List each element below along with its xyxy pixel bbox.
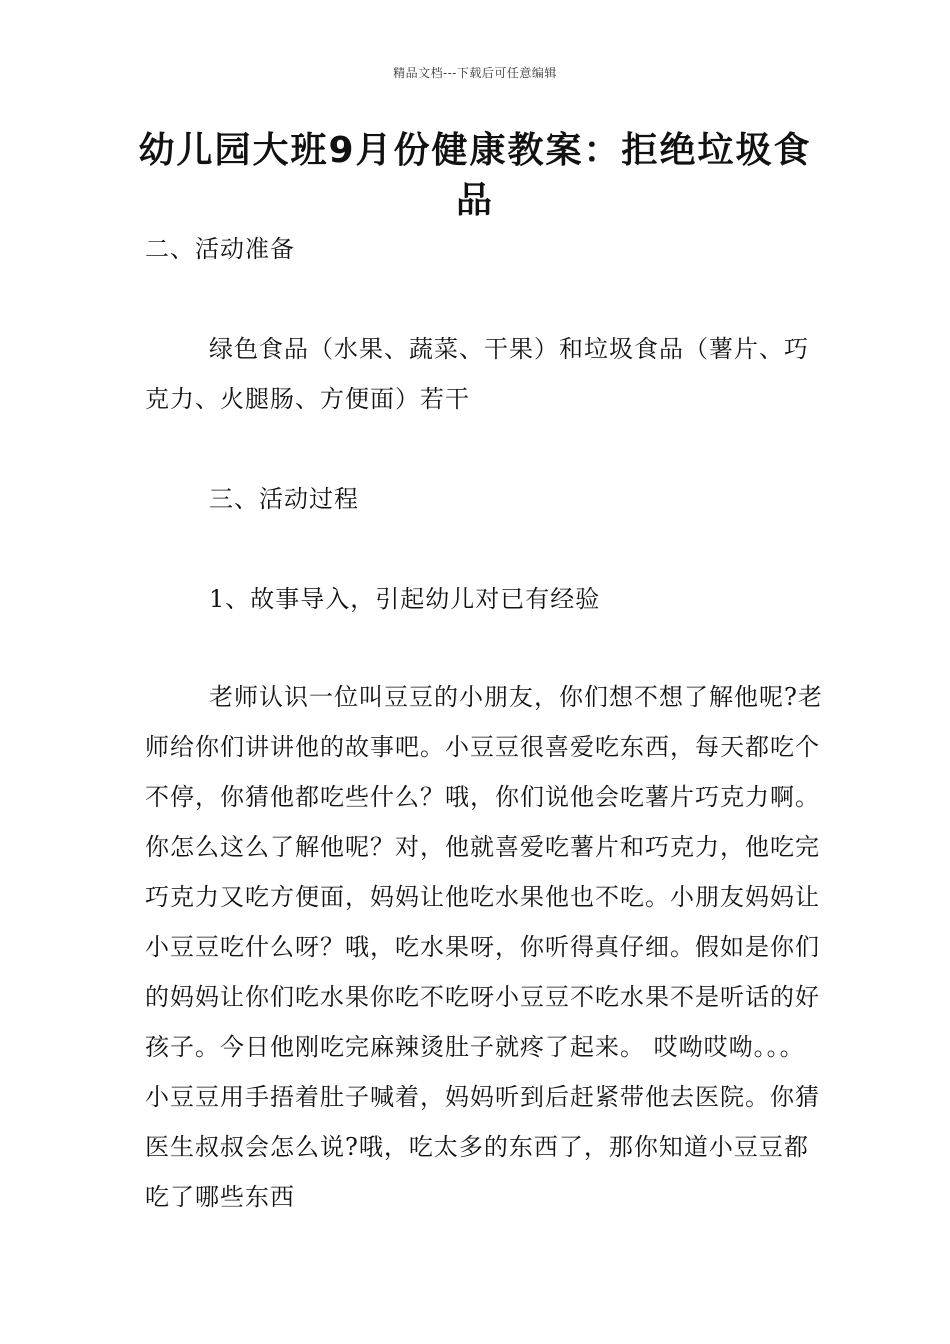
document-title: 幼儿园大班9月份健康教案：拒绝垃圾食品 [138,130,812,221]
story-paragraph: 老师认识一位叫豆豆的小朋友，你们想不想了解他呢?老师给你们讲讲他的故事吧。小豆豆很喜爱吃东西，每天都吃个不停，你猜他都吃些什么？哦，你们说他会吃薯片巧克力啊。你怎么这么了解他呢？对，他就喜爱吃薯片和巧克力，他吃完巧克力又吃方便面，妈妈让他吃水果他也不吃。小朋友妈妈让小豆豆吃什么呀？哦，吃水果呀，你听得真仔细。假如是你们的妈妈让你们吃水果你吃不吃呀小豆豆不吃水果不是听话的好孩子。今日他刚吃完麻辣烫肚子就疼了起来。 哎呦哎呦。。。 小豆豆用手捂着肚子喊着，妈妈听到后赶紧带他去医院。你猜医生叔叔会怎么说?哦，吃太多的东西了，那你知道小豆豆都吃了哪些东西 [145,683,823,1211]
section-heading-preparation: 二、活动准备 [145,235,295,263]
preparation-materials-paragraph: 绿色食品（水果、蔬菜、干果）和垃圾食品（薯片、巧克力、火腿肠、方便面）若干 [145,335,809,413]
step-1-heading: 1、故事导入，引起幼儿对已有经验 [209,585,601,613]
page-header-note: 精品文档---下载后可任意编辑 [393,66,557,80]
section-heading-process: 三、活动过程 [209,485,359,513]
